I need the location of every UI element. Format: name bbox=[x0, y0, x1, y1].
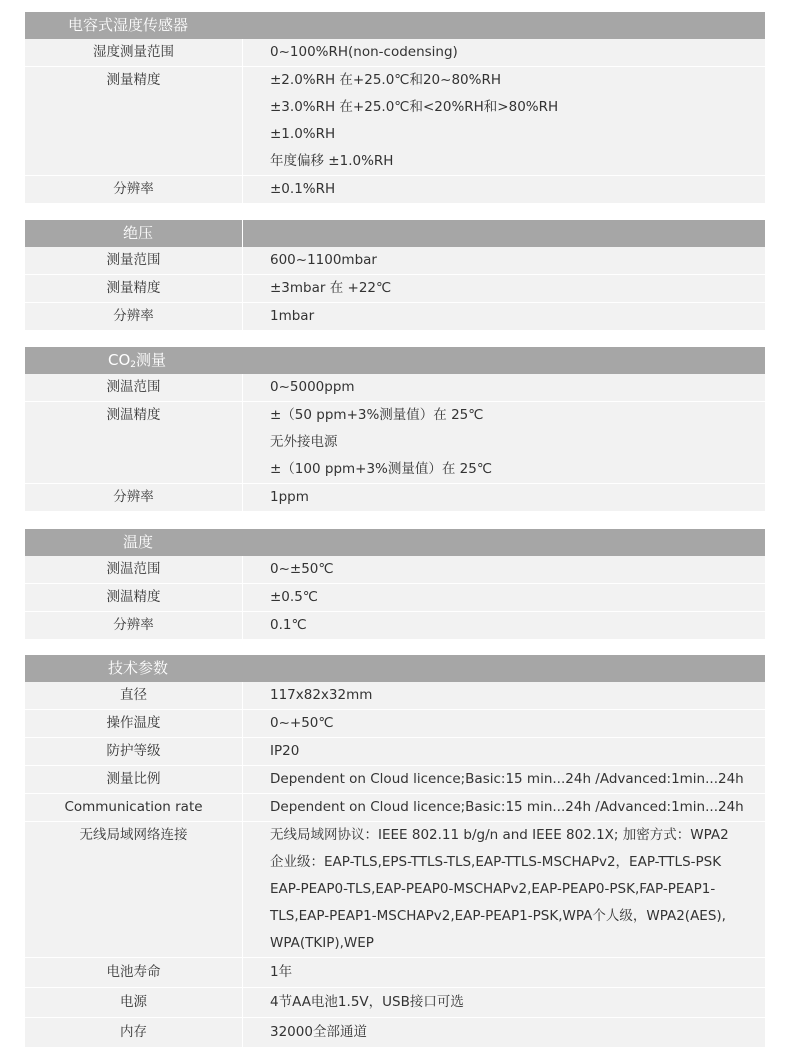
row-label: 测量精度 bbox=[25, 67, 243, 175]
row-value: IP20 bbox=[270, 743, 300, 759]
spec-section-co2 bbox=[25, 347, 765, 512]
row-value: 无线局域网协议：IEEE 802.11 b/g/n and IEEE 802.1X; 加密方式：WPA2 企业级：EAP-TLS,EPS-TTLS-TLS,EAP-TTLS-MSCHAPv2，EAP-TTLS-PSK EAP-PEAP0-TLS,EAP-PEAP0-MSCHAPv2,EAP-PEAP0-PSK,FAP-PEAP1- TLS,EAP-PEAP1-MSCHAPv2,EAP-PEAP1-PSK,WPA个人级，WPA2(AES), WPA(TKIP),WEP bbox=[270, 827, 729, 951]
row-value: 32000全部通道 bbox=[270, 1024, 367, 1040]
section-header bbox=[25, 220, 765, 247]
row-value: 0.1℃ bbox=[270, 617, 307, 633]
row-value: 0~100%RH(non-codensing) bbox=[270, 44, 458, 60]
row-value: ±0.5℃ bbox=[270, 589, 318, 605]
table-row bbox=[25, 374, 765, 402]
table-row bbox=[25, 556, 765, 584]
row-value: 0~5000ppm bbox=[270, 379, 355, 395]
row-label: 分辨率 bbox=[25, 612, 243, 639]
section-header bbox=[25, 529, 765, 556]
row-value: 4节AA电池1.5V，USB接口可选 bbox=[270, 994, 464, 1010]
row-label: 测温范围 bbox=[25, 556, 243, 583]
row-label: 分辨率 bbox=[25, 176, 243, 203]
table-row bbox=[25, 988, 765, 1018]
table-row bbox=[25, 822, 765, 958]
table-row bbox=[25, 275, 765, 303]
row-label: 电池寿命 bbox=[25, 958, 243, 987]
section-title: 绝压 bbox=[123, 224, 154, 242]
spec-section-pressure bbox=[25, 220, 765, 331]
spec-section-temperature bbox=[25, 529, 765, 640]
table-row bbox=[25, 738, 765, 766]
row-value: ±3mbar 在 +22℃ bbox=[270, 280, 392, 296]
row-label: 湿度测量范围 bbox=[25, 39, 243, 66]
row-value: 0~+50℃ bbox=[270, 715, 334, 731]
table-row bbox=[25, 176, 765, 204]
table-row bbox=[25, 766, 765, 794]
row-value: ±（50 ppm+3%测量值）在 25℃ 无外接电源 ±（100 ppm+3%测量值）在 25℃ bbox=[270, 407, 493, 477]
table-row bbox=[25, 710, 765, 738]
row-label: 测温精度 bbox=[25, 584, 243, 611]
row-value: ±2.0%RH 在+25.0℃和20~80%RH ±3.0%RH 在+25.0℃和<20%RH和>80%RH ±1.0%RH 年度偏移 ±1.0%RH bbox=[270, 72, 559, 169]
spec-section-technical bbox=[25, 655, 765, 1048]
row-label: 测量范围 bbox=[25, 247, 243, 274]
row-label: 分辨率 bbox=[25, 484, 243, 511]
table-row bbox=[25, 958, 765, 988]
section-title: 电容式湿度传感器 bbox=[68, 16, 189, 34]
table-row bbox=[25, 584, 765, 612]
section-title: 温度 bbox=[123, 533, 154, 551]
row-value: Dependent on Cloud licence;Basic:15 min...24h /Advanced:1min...24h bbox=[270, 799, 744, 815]
table-row bbox=[25, 1018, 765, 1048]
row-label: 测温范围 bbox=[25, 374, 243, 401]
section-title: 技术参数 bbox=[108, 659, 169, 677]
row-label: 分辨率 bbox=[25, 303, 243, 330]
table-row bbox=[25, 67, 765, 176]
table-row bbox=[25, 303, 765, 331]
section-header bbox=[25, 655, 765, 682]
row-label: 直径 bbox=[25, 682, 243, 709]
row-value: 1mbar bbox=[270, 308, 315, 324]
table-row bbox=[25, 247, 765, 275]
table-row bbox=[25, 39, 765, 67]
row-label: 测温精度 bbox=[25, 402, 243, 483]
section-header bbox=[25, 347, 765, 374]
row-value: 0~±50℃ bbox=[270, 561, 334, 577]
row-label: Communication rate bbox=[25, 794, 243, 821]
row-value: 600~1100mbar bbox=[270, 252, 377, 268]
row-label: 防护等级 bbox=[25, 738, 243, 765]
section-header bbox=[25, 12, 765, 39]
table-row bbox=[25, 682, 765, 710]
row-label: 内存 bbox=[25, 1018, 243, 1047]
section-title: $CO_2$测量 bbox=[108, 351, 167, 370]
spec-section-humidity bbox=[25, 12, 765, 204]
row-value: 1ppm bbox=[270, 489, 309, 505]
table-row bbox=[25, 402, 765, 484]
row-label: 电源 bbox=[25, 988, 243, 1017]
row-label: 无线局域网络连接 bbox=[25, 822, 243, 957]
header-divider bbox=[242, 220, 243, 247]
row-value: 117x82x32mm bbox=[270, 687, 373, 703]
row-value: ±0.1%RH bbox=[270, 181, 336, 197]
table-row bbox=[25, 484, 765, 512]
table-row bbox=[25, 612, 765, 640]
table-row bbox=[25, 794, 765, 822]
row-label: 操作温度 bbox=[25, 710, 243, 737]
row-value: Dependent on Cloud licence;Basic:15 min...24h /Advanced:1min...24h bbox=[270, 771, 744, 787]
row-label: 测量精度 bbox=[25, 275, 243, 302]
row-label: 测量比例 bbox=[25, 766, 243, 793]
row-value: 1年 bbox=[270, 964, 293, 980]
